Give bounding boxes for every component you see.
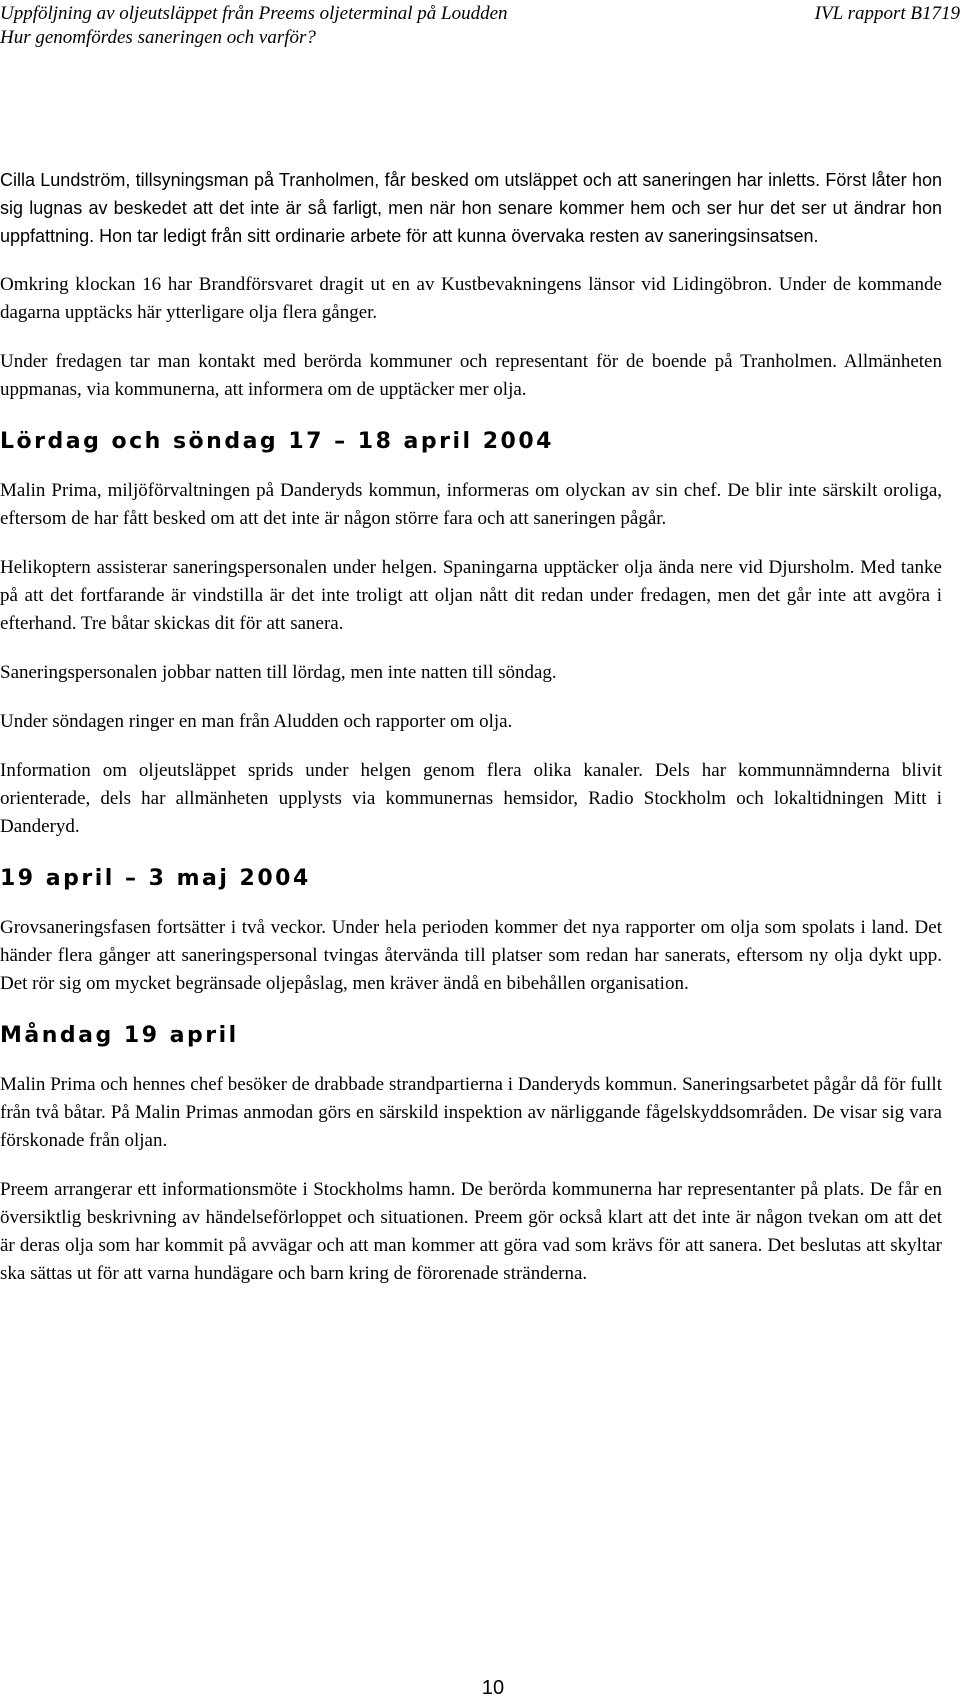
paragraph-helikoptern: Helikoptern assisterar saneringspersonalen under helgen. Spaningarna upptäcker olja ända nere vid Djursholm. Med tanke på att det fortfarande är vindstilla är det inte troligt att oljan nått dit redan under fredagen, men det går inte att avgöra i efterhand. Tre båtar skickas dit för att sanera. bbox=[0, 557, 942, 634]
paragraph-strandpartierna: Malin Prima och hennes chef besöker de drabbade strandpartierna i Danderyds kommun. Saneringsarbetet pågår då för fullt från två båtar. På Malin Primas anmodan görs en särskild inspektion av närliggande fågelskyddsområden. De visar sig vara förskonade från oljan. bbox=[0, 1074, 942, 1151]
header-report-id: IVL rapport B1719 bbox=[814, 3, 960, 24]
paragraph-grovsaneringsfasen: Grovsaneringsfasen fortsätter i två veckor. Under hela perioden kommer det nya rapporter om olja som spolats i land. Det händer flera gånger att saneringspersonal tvingas återvända till platser som redan har sanerats, eftersom ny olja dykt upp. Det rör sig om mycket begränsade oljepåslag, men kräver ändå en bibehållen organisation. bbox=[0, 917, 942, 994]
page-number: 10 bbox=[481, 1677, 505, 1699]
paragraph-information-spridning: Information om oljeutsläppet sprids under helgen genom flera olika kanaler. Dels har kommunnämnderna blivit orienterade, dels har allmänheten upplysts via kommunernas hemsidor, Radio Stockholm och lokaltidningen Mitt i Danderyd. bbox=[0, 760, 942, 837]
header-title-line-1: Uppföljning av oljeutsläppet från Preems oljeterminal på Loudden bbox=[0, 3, 508, 24]
paragraph-cilla-lundstrom: Cilla Lundström, tillsyningsman på Tranholmen, får besked om utsläppet och att saneringen har inletts. Först låter hon sig lugnas av beskedet att det inte är så farligt, men när hon senare kommer hem och ser hur det ser ut ändrar hon uppfattning. Hon tar ledigt från sitt ordinarie arbete för att kunna övervaka resten av saneringsinsatsen. bbox=[0, 170, 942, 246]
paragraph-informationsmote: Preem arrangerar ett informationsmöte i Stockholms hamn. De berörda kommunerna har representanter på plats. De får en översiktlig beskrivning av händelseförloppet och situationen. Preem gör också klart att det inte är någon tvekan om att det är deras olja som har kommit på avvägar och att man kommer att göra vad som krävs för att sanera. Det beslutas att skyltar ska sättas ut för att varna hundägare och barn kring de förorenade stränderna. bbox=[0, 1179, 942, 1284]
section-heading-19-april-3-maj: 19 april – 3 maj 2004 bbox=[0, 866, 311, 891]
paragraph-fredagen-kontakt: Under fredagen tar man kontakt med berörda kommuner och representant för de boende på Tranholmen. Allmänheten uppmanas, via kommunerna, att informera om de upptäcker mer olja. bbox=[0, 351, 942, 400]
page-footer bbox=[0, 1677, 960, 1699]
paragraph-brandforsvaret: Omkring klockan 16 har Brandförsvaret dragit ut en av Kustbevakningens länsor vid Lidingöbron. Under de kommande dagarna upptäcks här ytterligare olja flera gånger. bbox=[0, 274, 942, 323]
paragraph-saneringspersonalen: Saneringspersonalen jobbar natten till lördag, men inte natten till söndag. bbox=[0, 662, 557, 683]
paragraph-aludden: Under söndagen ringer en man från Aludden och rapporter om olja. bbox=[0, 711, 513, 732]
paragraph-malin-prima-informeras: Malin Prima, miljöförvaltningen på Danderyds kommun, informeras om olyckan av sin chef. De blir inte särskilt oroliga, eftersom de har fått besked om att det inte är någon större fara och att saneringen pågår. bbox=[0, 480, 942, 529]
section-heading-17-18-april: Lördag och söndag 17 – 18 april 2004 bbox=[0, 429, 554, 454]
header-title-block bbox=[0, 2, 508, 50]
page-header bbox=[0, 0, 960, 50]
header-title-line-2: Hur genomfördes saneringen och varför? bbox=[0, 27, 316, 48]
page-body bbox=[0, 166, 942, 1309]
section-heading-mandag-19-april: Måndag 19 april bbox=[0, 1023, 239, 1048]
